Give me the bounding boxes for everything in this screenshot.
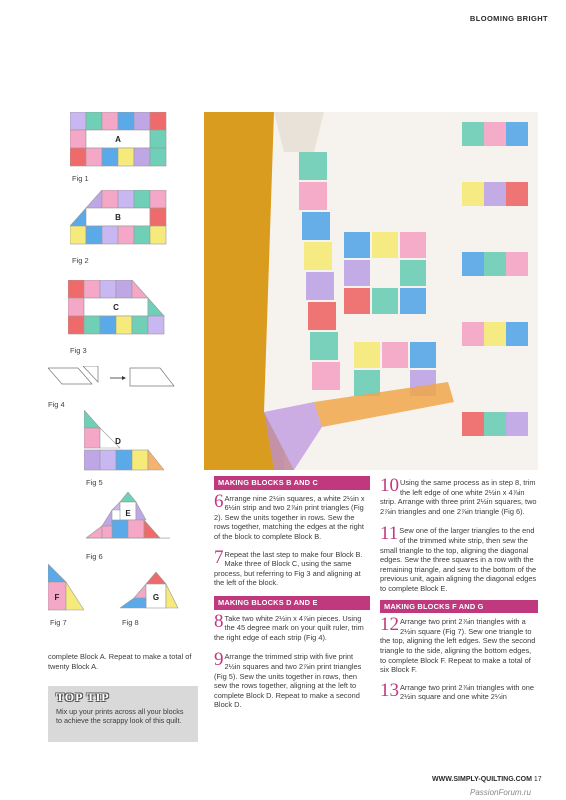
fig1-label: Fig 1 [72, 174, 89, 183]
step-8-text: Take two white 2½in x 4⅞in pieces. Using the 45 degree mark on your quilt ruler, trim the right edge of each strip (Fig 4). [214, 613, 364, 642]
step-10-text: Using the same process as in step 8, trim the left edge of one white 2½in x 4⅞in strip. Arrange with three print 2½in squares, two 2⅞in triangles and one 2⅞in triangle (Fig 6). [380, 478, 537, 516]
watermark: PassionForum.ru [470, 788, 531, 797]
step-8-number: 8 [214, 610, 224, 632]
fig8-block-letter: G [152, 593, 160, 602]
fig5-block-letter: D [115, 437, 121, 446]
section-heading-blocks-b-c: MAKING BLOCKS B AND C [214, 476, 370, 490]
fig8-label: Fig 8 [122, 618, 139, 627]
fig2-label: Fig 2 [72, 256, 89, 265]
section-heading-blocks-f-g: MAKING BLOCKS F AND G [380, 600, 538, 614]
step-9-text: Arrange the trimmed strip with five print 2½in squares and two 2⅞in print triangles (Fig 5). Sew the units together in rows, then sew the rows together, aligning at the left to complete Block D. Repeat to make a second Block D. [214, 652, 362, 710]
fig2-block-letter: B [115, 213, 121, 222]
fig8-diagram [120, 572, 190, 612]
step-6-text: Arrange nine 2½in squares, a white 2½in x 6½in strip and two 2⅞in print triangles (Fig 2). Sew the units together in rows. Sew the rows together, matching the edges at the right of the block to complete Block B. [214, 493, 365, 541]
step-13-text: Arrange two print 2⅞in triangles with one 2½in square and one white 2¼in [400, 682, 534, 702]
fig7-diagram [48, 564, 84, 614]
left-column [48, 652, 202, 671]
step-6-number: 6 [214, 490, 224, 512]
fig4-label: Fig 4 [48, 400, 65, 409]
fig3-label: Fig 3 [70, 346, 87, 355]
step-13-number: 13 [380, 679, 399, 701]
step-12-number: 12 [380, 614, 399, 636]
footer-page-number: 17 [533, 776, 542, 783]
step-7 [214, 546, 370, 588]
middle-column [214, 476, 370, 710]
page-header: BLOOMING BRIGHT [469, 14, 548, 23]
top-tip-text: Mix up your prints across all your blocks to achieve the scrappy look of this quilt. [56, 707, 184, 726]
step-11-number: 11 [380, 523, 399, 545]
fig5-diagram [84, 410, 164, 472]
step-8 [214, 610, 370, 643]
step-10-number: 10 [380, 475, 399, 496]
step-9 [214, 649, 370, 710]
fig7-label: Fig 7 [50, 618, 67, 627]
top-tip-title: TOP TIP [56, 690, 110, 704]
fig1-block-letter: A [115, 135, 121, 144]
step-7-text: Repeat the last step to make four Block B. Make three of Block C, using the same process, but referring to Fig 3 and aligning at the left of the block. [214, 549, 363, 588]
fig3-block-letter: C [113, 303, 119, 312]
section-heading-blocks-d-e: MAKING BLOCKS D AND E [214, 596, 370, 610]
left-continuation-text: complete Block A. Repeat to make a total of twenty Block A. [48, 652, 192, 671]
step-12-text: Arrange two print 2⅞in triangles with a 2½in square (Fig 7). Sew one triangle to the top, aligning the left edges. Sew the second triangle to the side, aligning the bottom edges, to complete Block F. Repeat to make a total of six Block F. [380, 617, 536, 675]
step-13 [380, 679, 538, 702]
fig1-diagram [70, 112, 170, 170]
top-tip-box [48, 686, 198, 742]
fig6-block-letter: E [125, 509, 131, 518]
step-7-number: 7 [214, 546, 224, 568]
step-9-number: 9 [214, 649, 224, 671]
step-11-text: Sew one of the larger triangles to the end of the trimmed white strip, then sew the small triangle to the top, aligning the diagonal edges. Sew the three squares in a row with the remaining triangle, and sew to the bottom of the previous unit, again aligning the diagonal edges to complete Block E. [380, 526, 537, 593]
fig6-label: Fig 6 [86, 552, 103, 561]
fig7-block-letter: F [54, 593, 60, 602]
step-6 [214, 490, 370, 542]
fig4-diagram [48, 366, 178, 392]
fig3-diagram [68, 280, 168, 338]
fig6-diagram [86, 492, 170, 546]
step-10 [380, 475, 538, 516]
page-footer [432, 776, 542, 783]
right-column [380, 475, 538, 702]
step-11 [380, 523, 538, 593]
step-12 [380, 614, 538, 675]
footer-site: WWW.SIMPLY-QUILTING.COM [432, 776, 532, 783]
quilt-photo [204, 112, 538, 470]
fig5-label: Fig 5 [86, 478, 103, 487]
fig2-diagram [70, 190, 170, 248]
